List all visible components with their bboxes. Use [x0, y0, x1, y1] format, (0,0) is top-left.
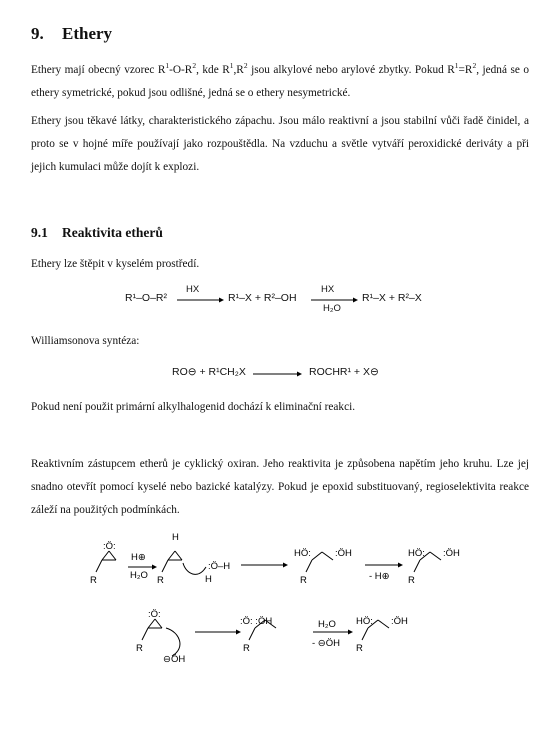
base-r-group-3: R: [356, 643, 363, 654]
base-diol-oh: :ÖH: [391, 616, 408, 627]
text-run: -O-R: [169, 64, 193, 76]
text-run: , kde R: [196, 64, 230, 76]
superscript: 2: [472, 61, 477, 71]
williamson-reactant: RO⊖ + R¹CH₂X: [172, 366, 246, 378]
protonation-h: H: [172, 532, 179, 543]
superscript: 1: [454, 61, 459, 71]
superscript: 2: [192, 61, 197, 71]
text-run: ,R: [233, 64, 244, 76]
acid-r-group-4: R: [408, 575, 415, 586]
section-title: Reaktivita etherů: [62, 225, 163, 240]
cleavage-middle: R¹–X + R²–OH: [228, 292, 297, 304]
paragraph-oxirane: Reaktivním zástupcem etherů je cyklický oxiran. Jeho reaktivita je způsobena napětím jeho kruhu. Lze jej snadno otevřít pomocí kyselé nebo bazické katalýzy. Pokud je epoxid substituovaný, regioselektivita reakce záleží na použitých podmínkách.: [31, 458, 529, 516]
deprotonation: - H⊕: [369, 571, 390, 582]
chapter-title: Ethery: [62, 24, 113, 43]
base-diol-ho: HÖ:: [356, 616, 373, 627]
section-number: 9.1: [31, 225, 48, 240]
paragraph-williamson: Williamsonova syntéza:: [31, 335, 140, 347]
base-epoxide-oxygen: :Ö:: [148, 609, 161, 620]
acid-r-group-1: R: [90, 575, 97, 586]
williamson-product: ROCHR¹ + X⊖: [309, 366, 379, 378]
paragraph-properties: Ethery jsou těkavé látky, charakteristického zápachu. Jsou málo reaktivní a jsou stabilní vůči řadě činidel, a proto se v hojné míře používají jako rozpouštědla. Na vzduchu a světle vytváří peroxidické deriváty a při jejich kumulaci může dojít k explozi.: [31, 115, 529, 173]
cleavage-product: R¹–X + R²–X: [362, 292, 422, 304]
intermediate-oh: :ÖH: [335, 548, 352, 559]
base-r-group-1: R: [136, 643, 143, 654]
alkoxide-oh: :Ö: :ÖH: [240, 616, 273, 627]
cleavage-water: H₂O: [323, 303, 341, 314]
paragraph-cleavage-intro: Ethery lze štěpit v kyselém prostředí.: [31, 258, 200, 270]
cleavage-reactant: R¹–O–R²: [125, 292, 168, 304]
superscript: 1: [165, 61, 170, 71]
base-r-group-2: R: [243, 643, 250, 654]
paragraph-elimination: Pokud není použit primární alkylhalogenid dochází k eliminační reakci.: [31, 401, 356, 413]
water-attack: :Ö–H: [208, 561, 231, 572]
acid-water: H₂O: [130, 570, 148, 581]
text-run: , jedná se o ethery symetrické, pokud jsou odlišné, jedná se o ethery nesymetrické.: [31, 64, 529, 99]
cleavage-reagent-1: HX: [186, 284, 200, 295]
base-minus-oh: - ⊖ÖH: [312, 638, 341, 649]
acid-r-group-2: R: [157, 575, 164, 586]
water-h: H: [205, 574, 212, 585]
acid-epoxide-oxygen: :Ö:: [103, 541, 116, 552]
superscript: 2: [243, 61, 248, 71]
text-run: Ethery mají obecný vzorec R: [31, 64, 166, 76]
acid-reagent: H⊕: [131, 552, 146, 563]
superscript: 1: [229, 61, 234, 71]
chapter-number: 9.: [31, 24, 44, 43]
text-run: jsou alkylové nebo arylové zbytky. Pokud R: [247, 64, 455, 76]
text-run: =R: [458, 64, 473, 76]
oxonium-label: HÖ:: [294, 548, 311, 559]
cleavage-reagent-2: HX: [321, 284, 335, 295]
acid-r-group-3: R: [300, 575, 307, 586]
diol-ho: HÖ:: [408, 548, 425, 559]
hydroxide: ⊖ÖH: [163, 654, 186, 665]
base-water: H₂O: [318, 619, 336, 630]
diol-oh: :ÖH: [443, 548, 460, 559]
